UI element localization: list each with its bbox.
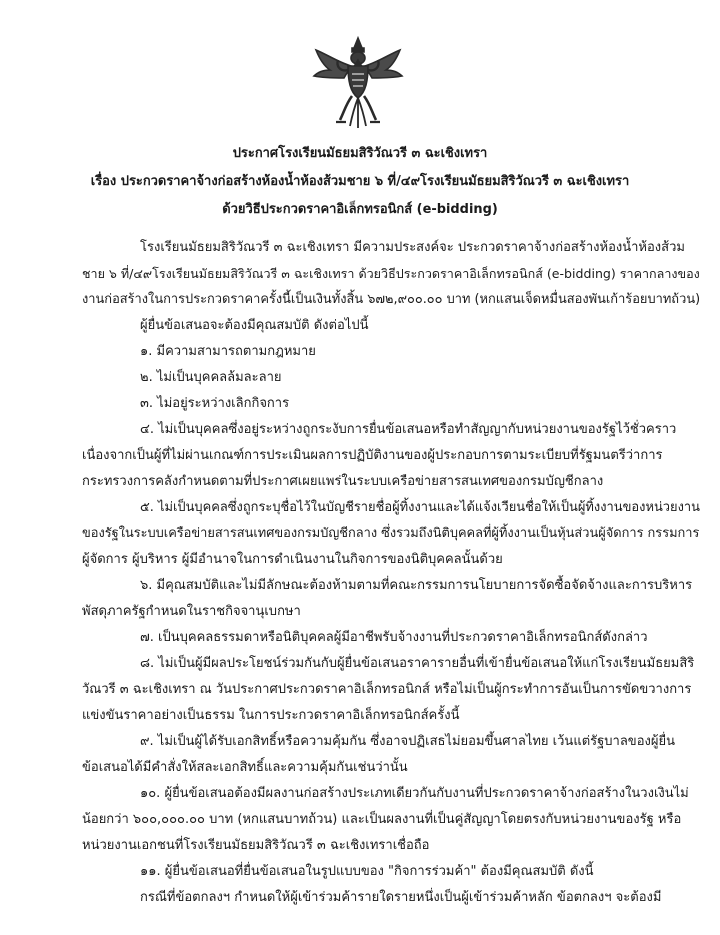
body-line: กระทรวงการคลังกำหนดตามที่ประกาศเผยแพร่ในระบบเครือข่ายสารสนเทศของกรมบัญชีกลาง [82,474,604,489]
body-line: งานก่อสร้างในการประกวดราคาครั้งนี้เป็นเงินทั้งสิ้น ๖๗๒,๙๐๐.๐๐ บาท (หกแสนเจ็ดหมื่นสองพันเก้าร้อยบาทถ้วน) [82,292,701,307]
announcement-header [0,140,720,224]
header-title: ประกาศโรงเรียนมัธยมสิริวัณวรี ๓ ฉะเชิงเทรา [232,146,488,161]
qualification-item: ๑. มีความสามารถตามกฎหมาย [140,344,316,359]
body-line: ข้อเสนอได้มีคำสั่งให้สละเอกสิทธิ์และความคุ้มกันเช่นว่านั้น [82,760,408,775]
body-line: พัสดุภาครัฐกำหนดในราชกิจจานุเบกษา [82,604,301,619]
qualification-item: ๓. ไม่อยู่ระหว่างเลิกกิจการ [140,396,290,411]
header-subject: เรื่อง ประกวดราคาจ้างก่อสร้างห้องน้ำห้องส้วมชาย ๖ ที่/๔๙โรงเรียนมัธยมสิริวัณวรี ๓ ฉะเชิงเทรา [90,174,630,189]
body-line: ผู้ยื่นข้อเสนอจะต้องมีคุณสมบัติ ดังต่อไปนี้ [140,318,369,333]
garuda-emblem [308,36,408,132]
qualification-item: ๘. ไม่เป็นผู้มีผลประโยชน์ร่วมกันกับผู้ยื่นข้อเสนอราคารายอื่นที่เข้ายื่นข้อเสนอให้แก่โรงเรียนมัธยมสิริ [140,656,695,671]
header-method: ด้วยวิธีประกวดราคาอิเล็กทรอนิกส์ (e-bidding) [222,202,498,217]
body-line: ของรัฐในระบบเครือข่ายสารสนเทศของกรมบัญชีกลาง ซึ่งรวมถึงนิติบุคคลที่ผู้ทิ้งงานเป็นหุ้นส่วนผู้จัดการ กรรมการ [82,526,700,541]
qualification-item: ๔. ไม่เป็นบุคคลซึ่งอยู่ระหว่างถูกระงับการยื่นข้อเสนอหรือทำสัญญากับหน่วยงานของรัฐไว้ชั่วคราว [140,422,677,437]
qualification-item: ๕. ไม่เป็นบุคคลซึ่งถูกระบุชื่อไว้ในบัญชีรายชื่อผู้ทิ้งงานและได้แจ้งเวียนชื่อให้เป็นผู้ทิ้งงานของหน่วยงาน [140,500,700,515]
qualification-item: ๖. มีคุณสมบัติและไม่มีลักษณะต้องห้ามตามที่คณะกรรมการนโยบายการจัดซื้อจัดจ้างและการบริหาร [140,578,693,593]
body-line: ผู้จัดการ ผู้บริหาร ผู้มีอำนาจในการดำเนินงานในกิจการของนิติบุคคลนั้นด้วย [82,552,503,567]
body-line: หน่วยงานเอกชนที่โรงเรียนมัธยมสิริวัณวรี ๓ ฉะเชิงเทราเชื่อถือ [82,838,430,853]
qualification-item: ๙. ไม่เป็นผู้ได้รับเอกสิทธิ์หรือความคุ้มกัน ซึ่งอาจปฏิเสธไม่ยอมขึ้นศาลไทย เว้นแต่รัฐบาลของผู้ยื่น [140,734,675,749]
body-line: โรงเรียนมัธยมสิริวัณวรี ๓ ฉะเชิงเทรา มีความประสงค์จะ ประกวดราคาจ้างก่อสร้างห้องน้ำห้องส้วม [140,240,685,255]
qualification-item: ๑๐. ผู้ยื่นข้อเสนอต้องมีผลงานก่อสร้างประเภทเดียวกันกับงานที่ประกวดราคาจ้างก่อสร้างในวงเงินไม่ [140,786,689,801]
qualification-item: ๗. เป็นบุคคลธรรมดาหรือนิติบุคคลผู้มีอาชีพรับจ้างงานที่ประกวดราคาอิเล็กทรอนิกส์ดังกล่าว [140,630,648,645]
body-line: ชาย ๖ ที่/๔๙โรงเรียนมัธยมสิริวัณวรี ๓ ฉะเชิงเทรา ด้วยวิธีประกวดราคาอิเล็กทรอนิกส์ (e-bidding) ราคากลางของ [82,266,700,281]
body-line: กรณีที่ข้อตกลงฯ กำหนดให้ผู้เข้าร่วมค้ารายใดรายหนึ่งเป็นผู้เข้าร่วมค้าหลัก ข้อตกลงฯ จะต้องมี [140,890,662,905]
qualification-item: ๒. ไม่เป็นบุคคลล้มละลาย [140,370,282,385]
body-line: วัณวรี ๓ ฉะเชิงเทรา ณ วันประกาศประกวดราคาอิเล็กทรอนิกส์ หรือไม่เป็นผู้กระทำการอันเป็นการขัดขวางการ [82,682,692,697]
body-line: เนื่องจากเป็นผู้ที่ไม่ผ่านเกณฑ์การประเมินผลการปฏิบัติงานของผู้ประกอบการตามระเบียบที่รัฐมนตรีว่าการ [82,448,663,463]
qualification-item: ๑๑. ผู้ยื่นข้อเสนอที่ยื่นข้อเสนอในรูปแบบของ "กิจการร่วมค้า" ต้องมีคุณสมบัติ ดังนี้ [140,864,594,879]
body-line: น้อยกว่า ๖๐๐,๐๐๐.๐๐ บาท (หกแสนบาทถ้วน) และเป็นผลงานที่เป็นคู่สัญญาโดยตรงกับหน่วยงานของรัฐ หรือ [82,812,682,827]
body-line: แข่งขันราคาอย่างเป็นธรรม ในการประกวดราคาอิเล็กทรอนิกส์ครั้งนี้ [82,708,460,723]
